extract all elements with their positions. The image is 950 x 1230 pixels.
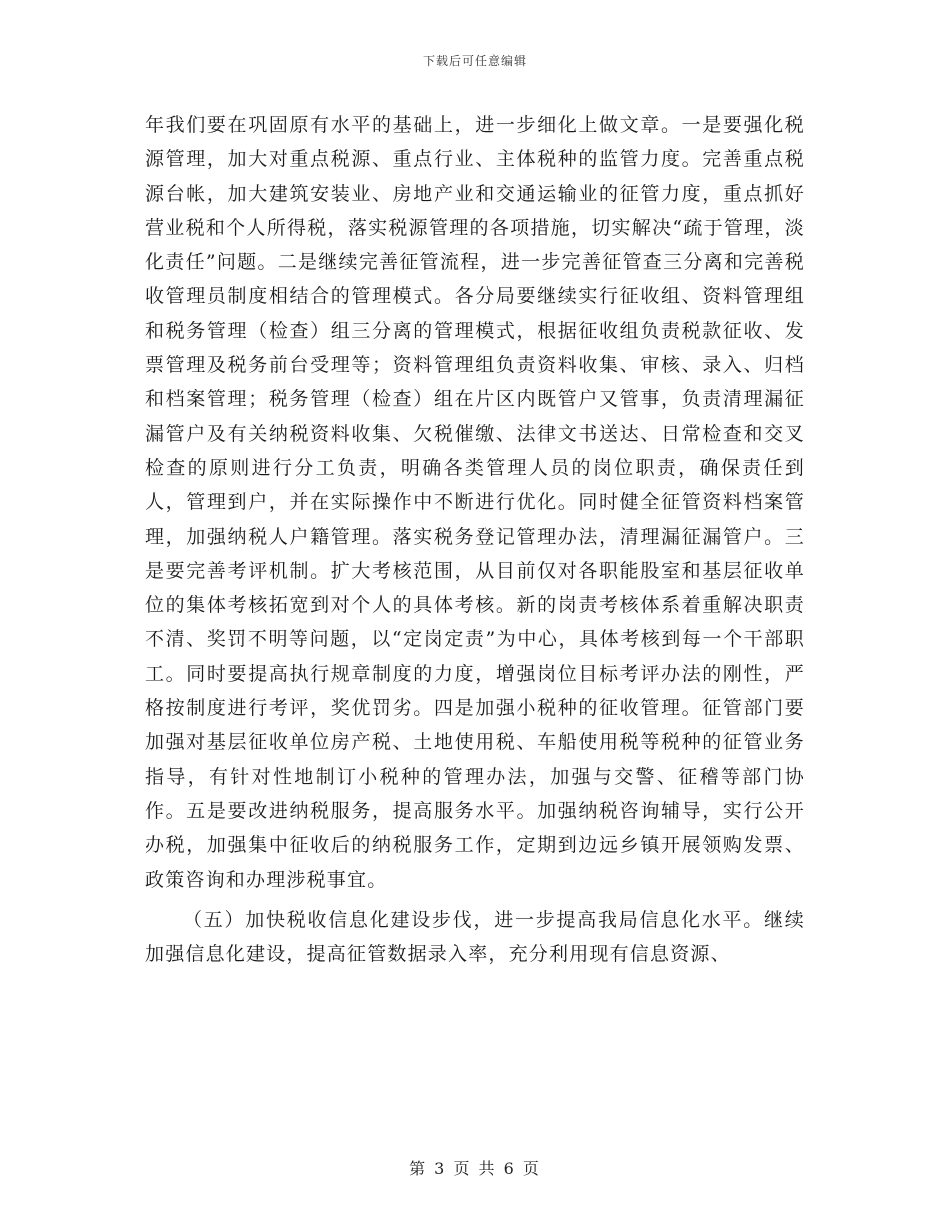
document-body	[145, 108, 805, 971]
page-header: 下载后可任意编辑	[422, 54, 527, 68]
page-number: 第 3 页 共 6 页	[409, 1159, 541, 1178]
paragraph-continuation: 年我们要在巩固原有水平的基础上，进一步细化上做文章。一是要强化税源管理，加大对重点税源、重点行业、主体税种的监管力度。完善重点税源台帐，加大建筑安装业、房地产业和交通运输业的征管力度，重点抓好营业税和个人所得税，落实税源管理的各项措施，切实解决“疏于管理，淡化责任”问题。二是继续完善征管流程，进一步完善征管查三分离和完善税收管理员制度相结合的管理模式。各分局要继续实行征收组、资料管理组和税务管理（检查）组三分离的管理模式，根据征收组负责税款征收、发票管理及税务前台受理等；资料管理组负责资料收集、审核、录入、归档和档案管理；税务管理（检查）组在片区内既管户又管事，负责清理漏征漏管户及有关纳税资料收集、欠税催缴、法律文书送达、日常检查和交叉检查的原则进行分工负责，明确各类管理人员的岗位职责，确保责任到人，管理到户，并在实际操作中不断进行优化。同时健全征管资料档案管理，加强纳税人户籍管理。落实税务登记管理办法，清理漏征漏管户。三是要完善考评机制。扩大考核范围，从目前仅对各职能股室和基层征收单位的集体考核拓宽到对个人的具体考核。新的岗责考核体系着重解决职责不清、奖罚不明等问题，以“定岗定责”为中心，具体考核到每一个干部职工。同时要提高执行规章制度的力度，增强岗位目标考评办法的刚性，严格按制度进行考评，奖优罚劣。四是加强小税种的征收管理。征管部门要加强对基层征收单位房产税、土地使用税、车船使用税等税种的征管业务指导，有针对性地制订小税种的管理办法，加强与交警、征稽等部门协作。五是要改进纳税服务，提高服务水平。加强纳税咨询辅导，实行公开办税，加强集中征收后的纳税服务工作，定期到边远乡镇开展领购发票、政策咨询和办理涉税事宜。	[145, 114, 805, 891]
paragraph-section-five: （五）加快税收信息化建设步伐，进一步提高我局信息化水平。继续加强信息化建设，提高征管数据录入率，充分利用现有信息资源、	[145, 908, 805, 966]
